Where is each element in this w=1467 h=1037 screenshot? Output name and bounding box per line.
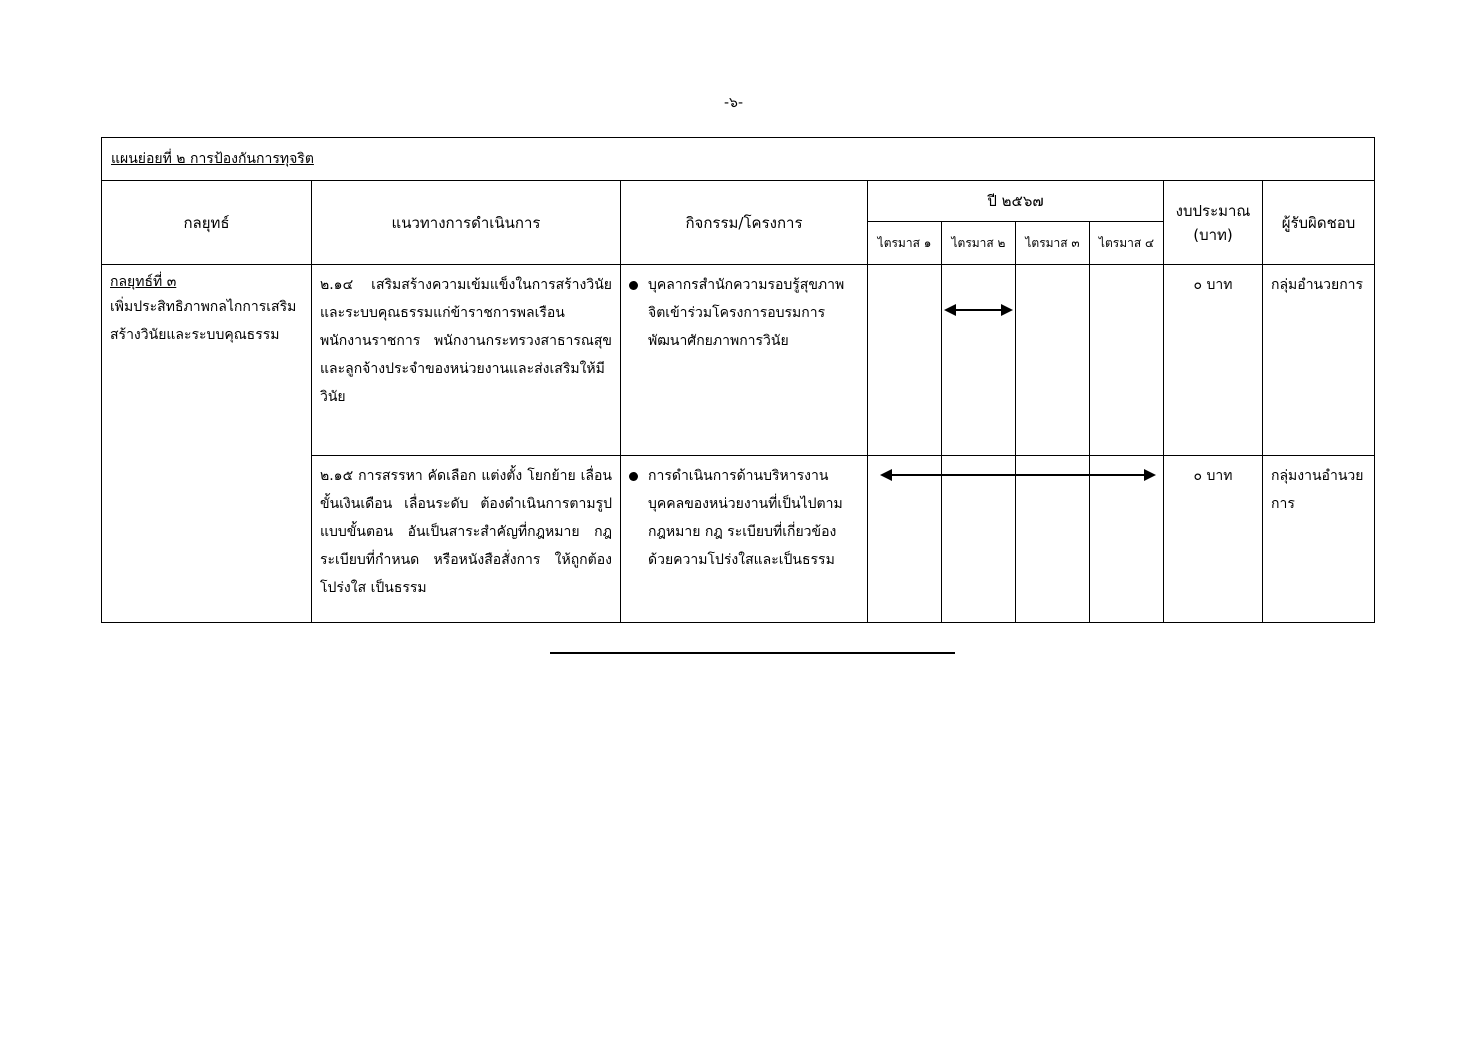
responsible-cell: กลุ่มอำนวยการ (1263, 265, 1375, 456)
page-number: -๖- (724, 95, 743, 111)
quarter-cell (868, 456, 942, 623)
header-approach: แนวทางการดำเนินการ (312, 181, 621, 265)
responsible-cell: กลุ่มงานอำนวยการ (1263, 456, 1375, 623)
quarter-cell (1090, 265, 1164, 456)
header-quarter-2: ไตรมาส ๒ (942, 222, 1016, 265)
subplan-table (101, 137, 1375, 623)
header-budget: งบประมาณ (บาท) (1164, 181, 1263, 265)
quarter-cell (1016, 456, 1090, 623)
quarter-cell (942, 265, 1016, 456)
quarter-cell (1090, 456, 1164, 623)
header-year: ปี ๒๕๖๗ (868, 181, 1164, 222)
timeline-arrow (946, 309, 1011, 311)
header-quarter-4: ไตรมาส ๔ (1090, 222, 1164, 265)
quarter-cell (942, 456, 1016, 623)
header-activity: กิจกรรม/โครงการ (621, 181, 868, 265)
bullet-icon (629, 472, 638, 481)
header-quarter-3: ไตรมาส ๓ (1016, 222, 1090, 265)
approach-cell: ๒.๑๔ เสริมสร้างความเข้มแข็งในการสร้างวินัยและระบบคุณธรรมแก่ข้าราชการพลเรือน พนักงานราชการ พนักงานกระทรวงสาธารณสุขและลูกจ้างประจำของหน่วยงานและส่งเสริมให้มีวินัย (312, 265, 621, 456)
quarter-cell (868, 265, 942, 456)
header-quarter-1: ไตรมาส ๑ (868, 222, 942, 265)
strategy-cell (102, 265, 312, 623)
bullet-icon (629, 281, 638, 290)
header-strategy: กลยุทธ์ (102, 181, 312, 265)
activity-cell (621, 265, 868, 456)
budget-cell: ๐ บาท (1164, 456, 1263, 623)
table-row (102, 265, 1375, 456)
activity-text: การดำเนินการด้านบริหารงานบุคคลของหน่วยงานที่เป็นไปตามกฎหมาย กฎ ระเบียบที่เกี่ยวข้องด้วยความโปร่งใสและเป็นธรรม (648, 468, 843, 568)
activity-cell (621, 456, 868, 623)
strategy-title: กลยุทธ์ที่ ๓ (110, 274, 177, 290)
budget-cell: ๐ บาท (1164, 265, 1263, 456)
activity-text: บุคลากรสำนักความรอบรู้สุขภาพจิตเข้าร่วมโครงการอบรมการพัฒนาศักยภาพการวินัย (648, 277, 845, 349)
subplan-title: แผนย่อยที่ ๒ การป้องกันการทุจริต (102, 138, 1375, 181)
approach-cell: ๒.๑๕ การสรรหา คัดเลือก แต่งตั้ง โยกย้าย เลื่อนขั้นเงินเดือน เลื่อนระดับ ต้องดำเนินการตามรูปแบบขั้นตอน อันเป็นสาระสำคัญที่กฎหมาย กฎ ระเบียบที่กำหนด หรือหนังสือสั่งการ ให้ถูกต้อง โปร่งใส เป็นธรรม (312, 456, 621, 623)
end-divider (550, 652, 955, 654)
strategy-text: เพิ่มประสิทธิภาพกลไกการเสริมสร้างวินัยและระบบคุณธรรม (110, 299, 297, 343)
quarter-cell (1016, 265, 1090, 456)
header-responsible: ผู้รับผิดชอบ (1263, 181, 1375, 265)
